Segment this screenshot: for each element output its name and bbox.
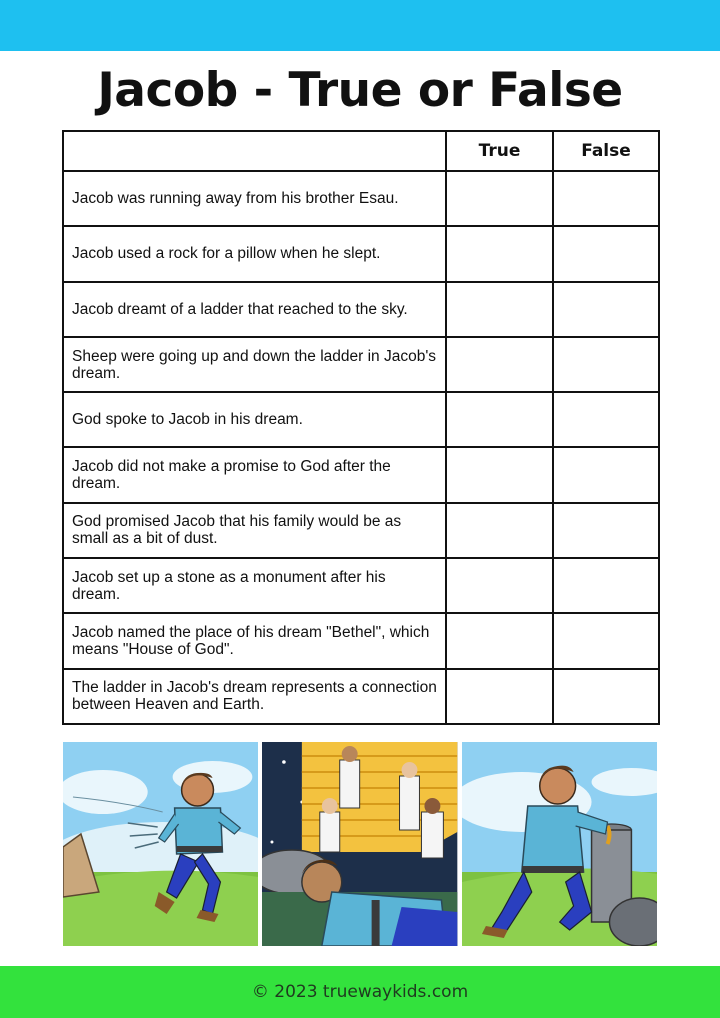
statement-text: Jacob named the place of his dream "Bethel", which means "House of God". [63, 613, 446, 668]
illustration-jacob-stone [462, 742, 657, 946]
false-answer-box[interactable] [553, 447, 659, 502]
page-title: Jacob - True or False [97, 63, 623, 118]
table-row [63, 171, 659, 226]
true-answer-box[interactable] [446, 392, 553, 447]
true-answer-box[interactable] [446, 282, 553, 337]
false-column-header: False [553, 131, 659, 171]
table-row [63, 337, 659, 392]
statement-text: Jacob used a rock for a pillow when he slept. [63, 226, 446, 281]
true-answer-box[interactable] [446, 226, 553, 281]
statement-text: Jacob was running away from his brother Esau. [63, 171, 446, 226]
false-answer-box[interactable] [553, 669, 659, 724]
statement-text: Jacob dreamt of a ladder that reached to the sky. [63, 282, 446, 337]
illustration-jacob-dream [262, 742, 457, 946]
statement-column-header [63, 131, 446, 171]
table-row [63, 669, 659, 724]
true-answer-box[interactable] [446, 447, 553, 502]
false-answer-box[interactable] [553, 282, 659, 337]
true-answer-box[interactable] [446, 171, 553, 226]
true-column-header: True [446, 131, 553, 171]
true-answer-box[interactable] [446, 337, 553, 392]
table-row [63, 447, 659, 502]
table-row [63, 392, 659, 447]
statement-text: Jacob set up a stone as a monument after his dream. [63, 558, 446, 613]
copyright-text: © 2023 truewaykids.com [251, 982, 469, 1002]
statement-text: God spoke to Jacob in his dream. [63, 392, 446, 447]
true-answer-box[interactable] [446, 669, 553, 724]
true-answer-box[interactable] [446, 558, 553, 613]
statement-text: The ladder in Jacob's dream represents a connection between Heaven and Earth. [63, 669, 446, 724]
table-row [63, 613, 659, 668]
false-answer-box[interactable] [553, 392, 659, 447]
statement-text: Jacob did not make a promise to God after the dream. [63, 447, 446, 502]
false-answer-box[interactable] [553, 613, 659, 668]
illustration-jacob-running [63, 742, 258, 946]
table-row [63, 558, 659, 613]
statement-text: God promised Jacob that his family would be as small as a bit of dust. [63, 503, 446, 558]
table-row [63, 282, 659, 337]
true-false-table [62, 130, 660, 725]
top-color-bar [0, 0, 720, 51]
false-answer-box[interactable] [553, 558, 659, 613]
table-row [63, 503, 659, 558]
true-answer-box[interactable] [446, 503, 553, 558]
illustration-strip [63, 742, 657, 946]
footer-bar [0, 966, 720, 1018]
table-header-row [63, 131, 659, 171]
statement-text: Sheep were going up and down the ladder in Jacob's dream. [63, 337, 446, 392]
false-answer-box[interactable] [553, 503, 659, 558]
false-answer-box[interactable] [553, 171, 659, 226]
false-answer-box[interactable] [553, 226, 659, 281]
true-answer-box[interactable] [446, 613, 553, 668]
false-answer-box[interactable] [553, 337, 659, 392]
table-row [63, 226, 659, 281]
